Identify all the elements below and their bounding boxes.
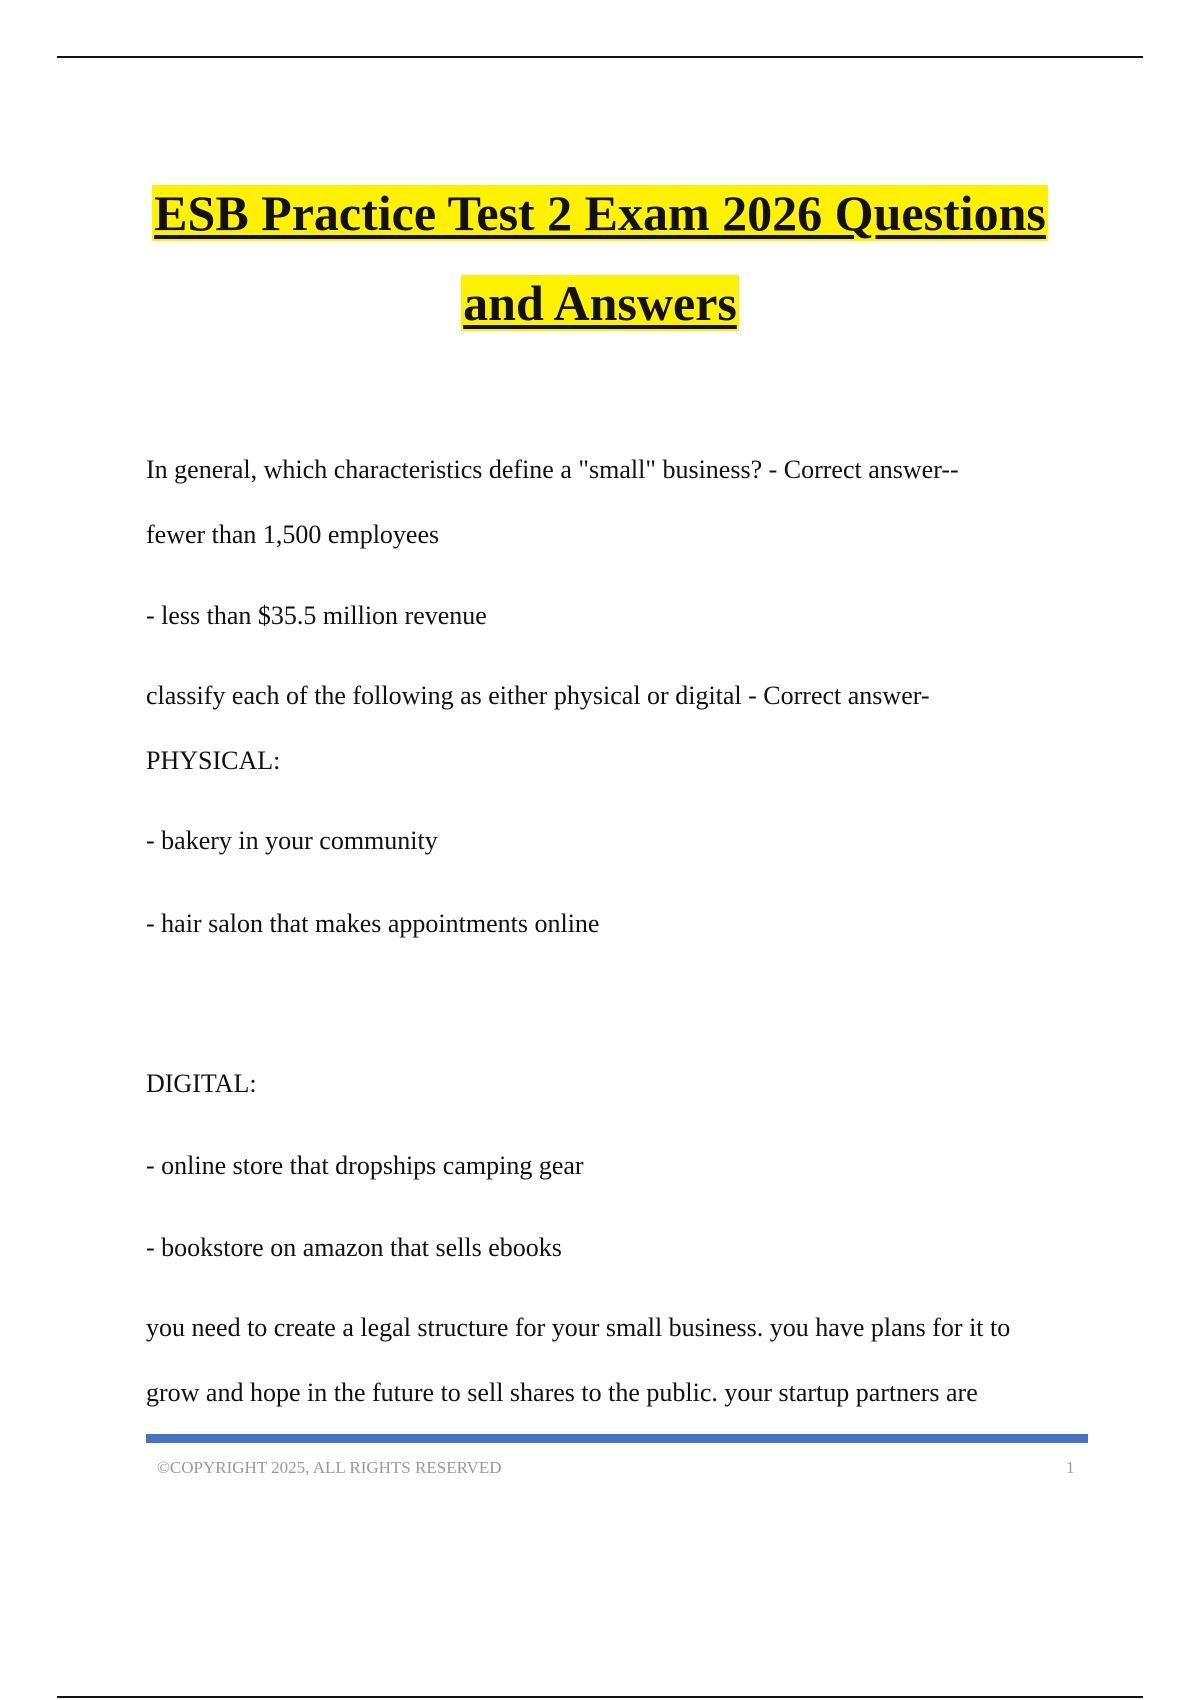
footer-bar: [146, 1434, 1088, 1443]
question-1-text: In general, which characteristics define a "small" business? - Correct answer--: [146, 455, 959, 484]
top-rule: [57, 56, 1143, 58]
footer-copyright: ©COPYRIGHT 2025, ALL RIGHTS RESERVED: [157, 1458, 502, 1477]
answer-1-line-2: - less than $35.5 million revenue: [146, 601, 487, 630]
physical-heading: PHYSICAL:: [146, 746, 281, 775]
physical-item-2: - hair salon that makes appointments online: [146, 909, 600, 938]
document-title-line-1: [100, 184, 1100, 242]
question-2-text: classify each of the following as either physical or digital - Correct answer-: [146, 681, 930, 710]
digital-item-2: - bookstore on amazon that sells ebooks: [146, 1233, 562, 1262]
question-3-line-2: grow and hope in the future to sell shares to the public. your startup partners are: [146, 1378, 978, 1407]
digital-heading: DIGITAL:: [146, 1069, 257, 1098]
footer-page-number: 1: [1066, 1458, 1075, 1477]
answer-1-line-1: fewer than 1,500 employees: [146, 520, 440, 549]
title-highlight-1: ESB Practice Test 2 Exam 2026 Questions: [154, 185, 1046, 241]
physical-item-1: - bakery in your community: [146, 826, 438, 855]
bottom-rule: [57, 1696, 1143, 1698]
digital-item-1: - online store that dropships camping gear: [146, 1151, 584, 1180]
title-highlight-2: and Answers: [463, 275, 737, 331]
question-3-line-1: you need to create a legal structure for your small business. you have plans for it to: [146, 1313, 1011, 1342]
document-title-line-2: [100, 274, 1100, 332]
